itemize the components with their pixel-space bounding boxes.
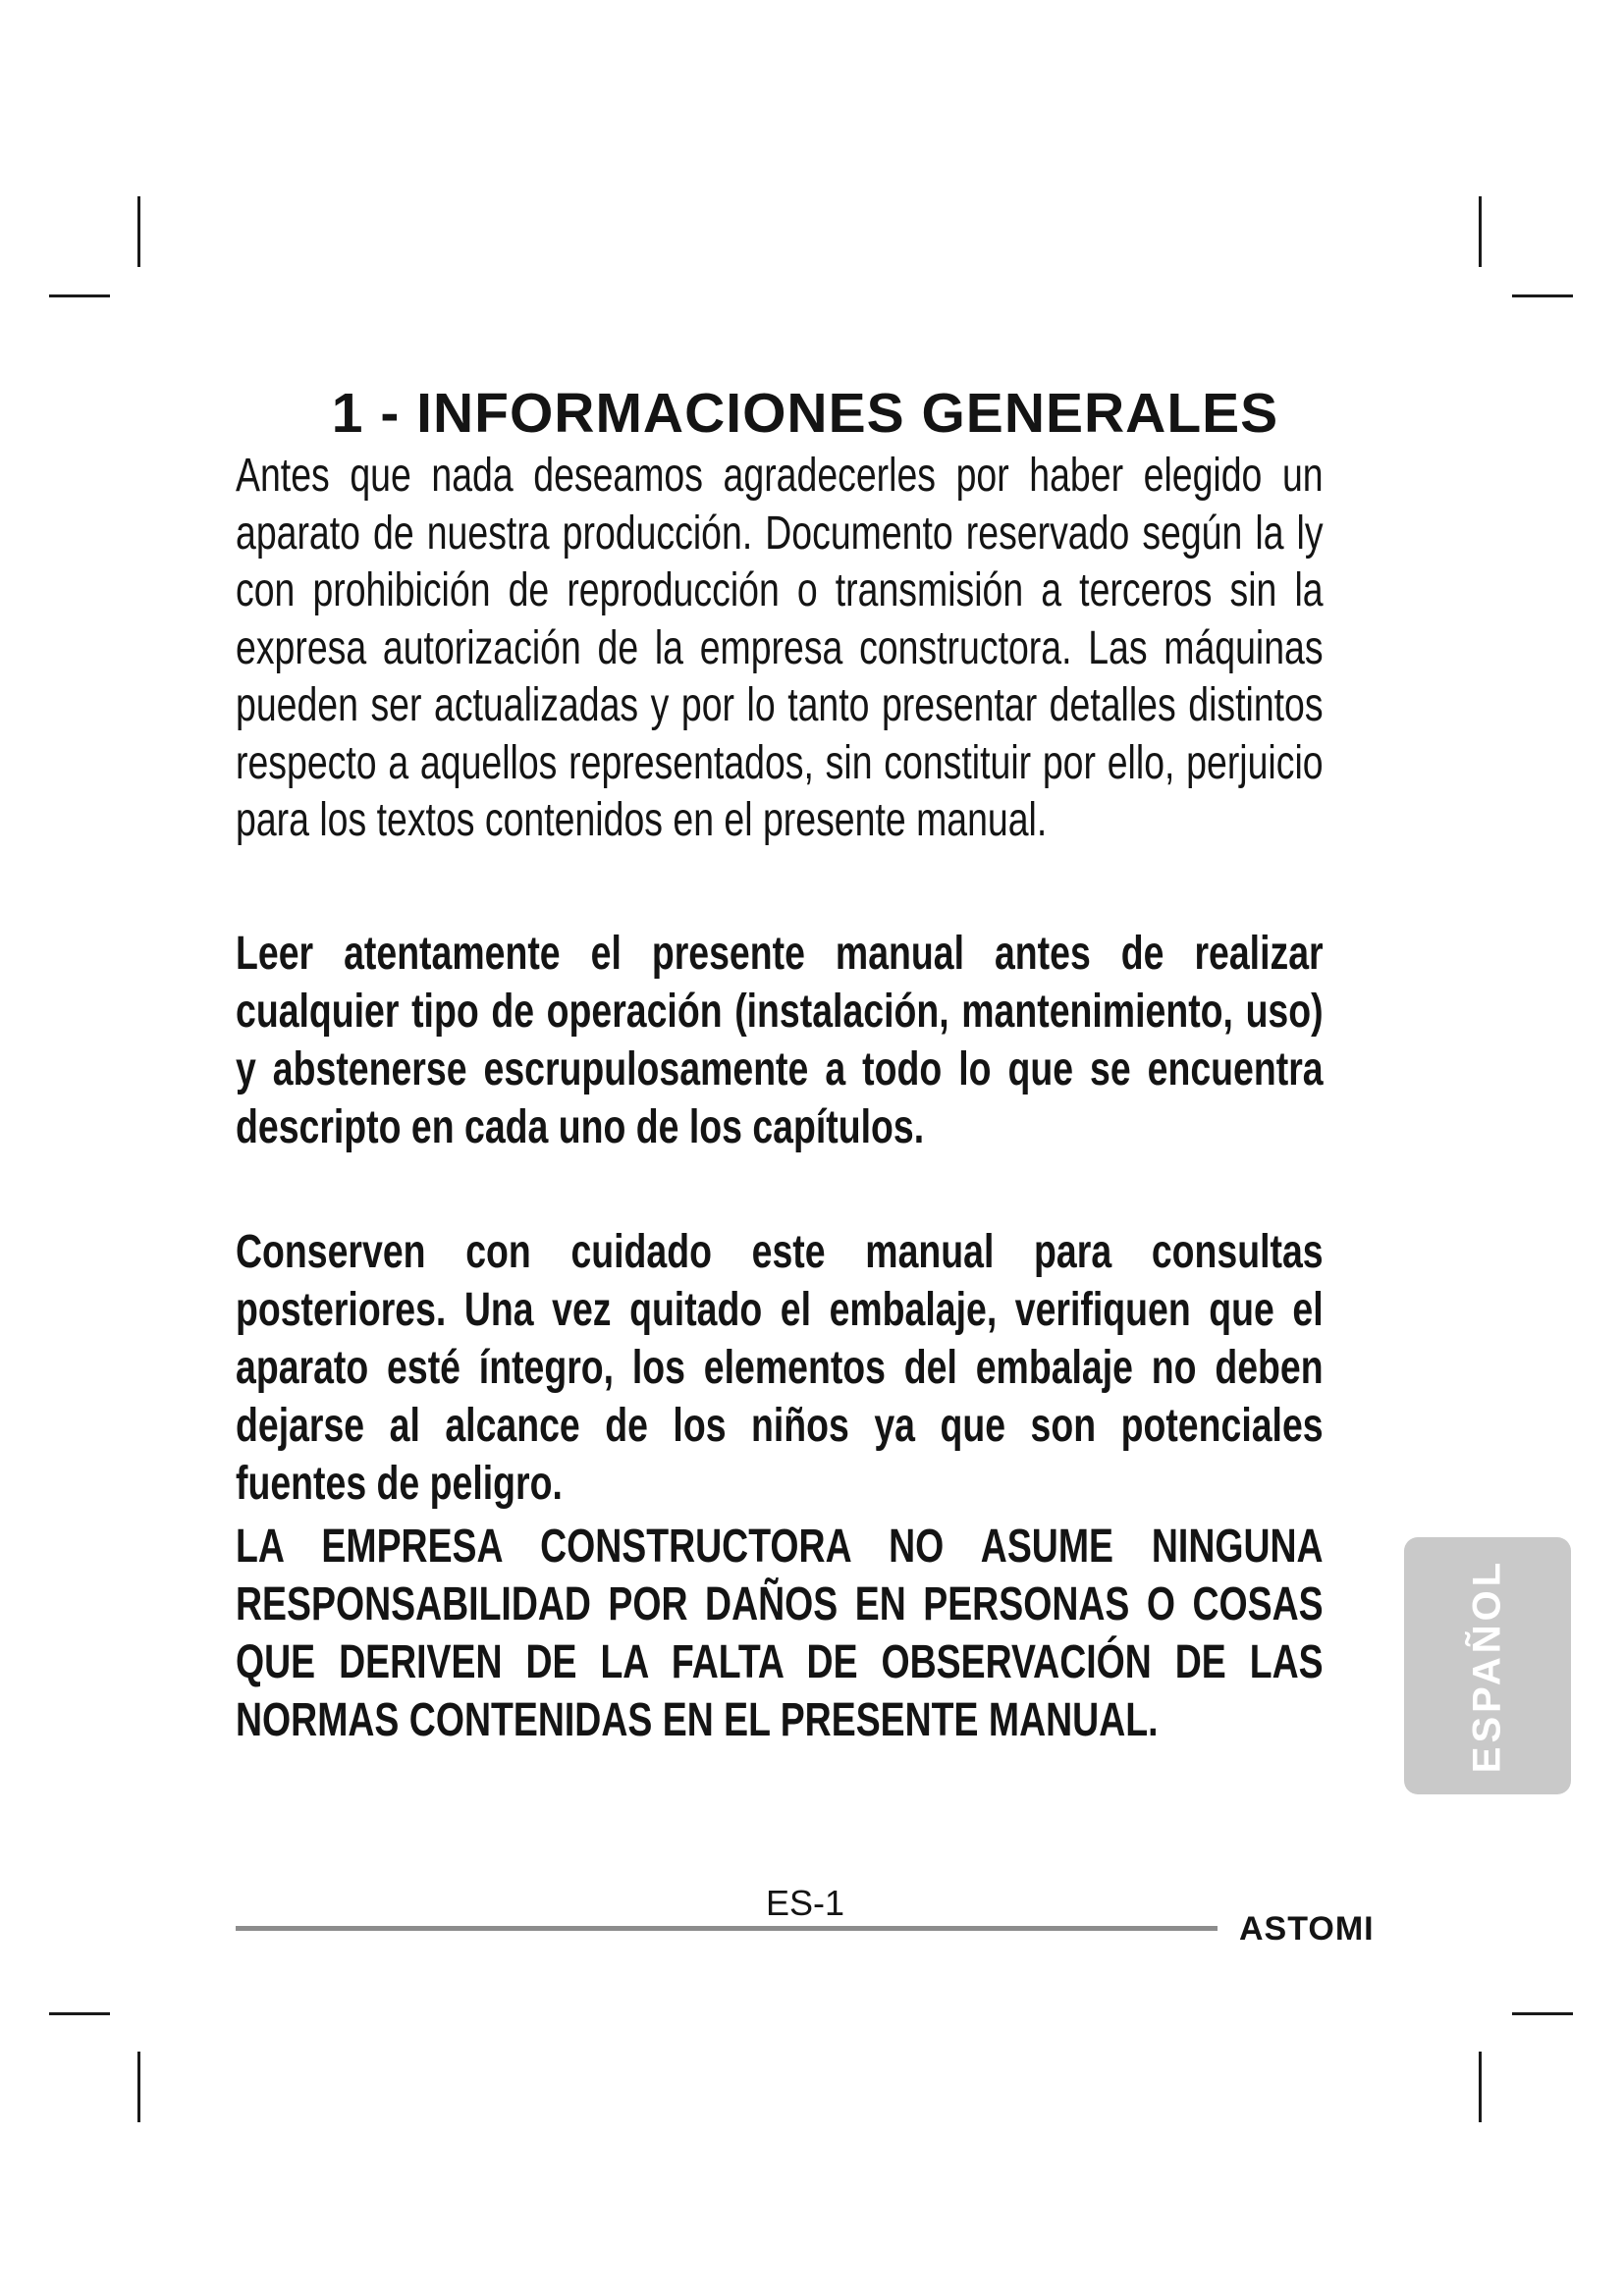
footer-divider	[236, 1926, 1218, 1931]
crop-mark-bottom-left-horizontal	[49, 2012, 110, 2015]
crop-mark-bottom-right-vertical	[1479, 2052, 1482, 2122]
crop-mark-top-left-horizontal	[49, 294, 110, 297]
language-tab	[1404, 1537, 1571, 1794]
read-manual-paragraph: Leer atentamente el presente manual antes de realizar cualquier tipo de operación (instalación, mantenimiento, uso) y abstenerse escrupulosamente a todo lo que se encuentra descripto en cada uno de los capítulos.	[236, 928, 1324, 1153]
disclaimer-paragraph: LA EMPRESA CONSTRUCTORA NO ASUME NINGUNA RESPONSABILIDAD POR DAÑOS EN PERSONAS O COSAS QUE DERIVEN DE LA FALTA DE OBSERVACIÓN DE LAS NORMAS CONTENIDAS EN EL PRESENTE MANUAL.	[236, 1521, 1324, 1746]
crop-mark-bottom-left-vertical	[137, 2052, 140, 2122]
page-title: 1 - INFORMACIONES GENERALES	[331, 382, 1279, 445]
language-tab-label: ESPAÑOL	[1465, 1558, 1509, 1774]
crop-mark-top-left-vertical	[137, 196, 140, 267]
crop-mark-top-right-horizontal	[1512, 294, 1573, 297]
crop-mark-bottom-right-horizontal	[1512, 2012, 1573, 2015]
intro-paragraph: Antes que nada deseamos agradecerles por haber elegido un aparato de nuestra producción. Documento reservado según la ly con prohibición de reproducción o transmisión a terceros sin la expresa autorización de la empresa constructora. Las máquinas pueden ser actualizadas y por lo tanto presentar detalles distintos respecto a aquellos representados, sin constituir por ello, perjuicio para los textos contenidos en el presente manual.	[236, 450, 1324, 846]
brand-name: ASTOMI	[1239, 1910, 1375, 1948]
keep-manual-paragraph: Conserven con cuidado este manual para consultas posteriores. Una vez quitado el embalaje, verifiquen que el aparato esté íntegro, los elementos del embalaje no deben dejarse al alcance de los niños ya que son potenciales fuentes de peligro.	[236, 1226, 1324, 1510]
page-number: ES-1	[765, 1883, 845, 1923]
crop-mark-top-right-vertical	[1479, 196, 1482, 267]
